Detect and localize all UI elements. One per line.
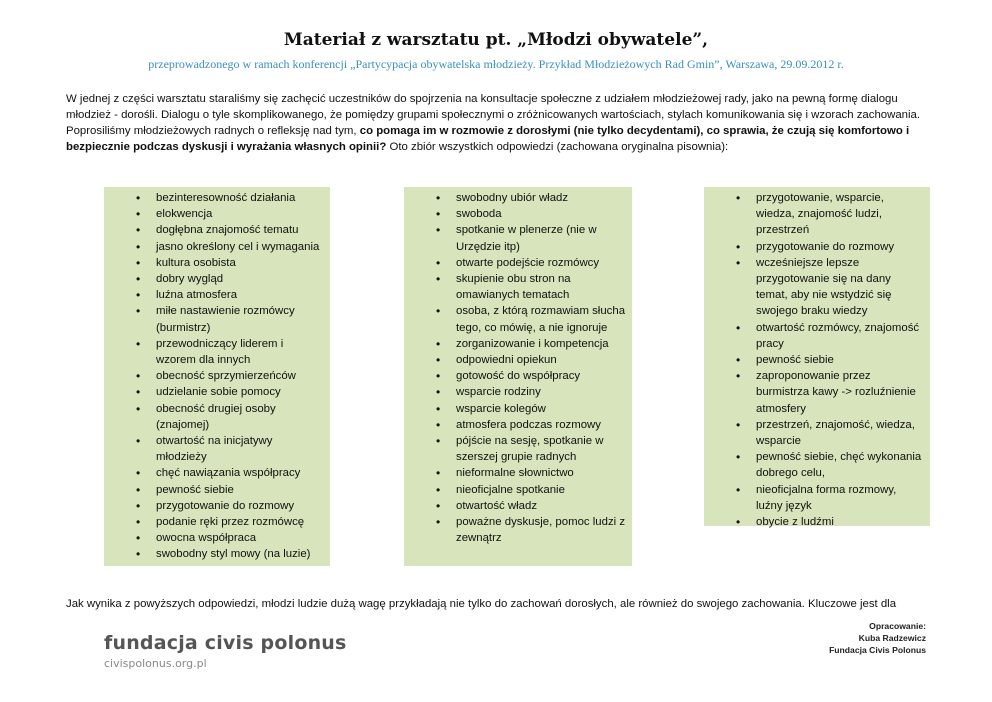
intro-paragraph: W jednej z części warsztatu staraliśmy się zachęcić uczestników do spojrzenia na konsultacje społeczne z udziałem młodzieżowej rady, jako na pewną formę dialogu młodzież - dorośli. Dialogu o tyle skomplikowanego, że pomiędzy grupami społecznymi o zróżnicowanych wartościach, stylach komunikowania się i wzorach zachowania. bbox=[66, 93, 921, 121]
list-item: • pójście na sesję, spotkanie w szerszej grupie radnych bbox=[436, 433, 626, 465]
list-item: • otwartość na inicjatywy młodzieży bbox=[136, 433, 324, 465]
list-item: • miłe nastawienie rozmówcy (burmistrz) bbox=[136, 303, 324, 335]
list-item: • odpowiedni opiekun bbox=[436, 352, 626, 368]
list-item: • nieoficjalne spotkanie bbox=[436, 482, 626, 498]
list-item: • kultura osobista bbox=[136, 255, 324, 271]
list-item: • skupienie obu stron na omawianych tematach bbox=[436, 271, 626, 303]
logo-name: fundacja civis polonus bbox=[104, 632, 347, 654]
answers-column-2 bbox=[404, 187, 632, 566]
document-title: Materiał z warsztatu pt. „Młodzi obywatele”, bbox=[283, 30, 709, 50]
list-item: • pewność siebie bbox=[136, 482, 324, 498]
intro-section bbox=[66, 91, 928, 155]
list-item: • spotkanie w plenerze (nie w Urzędzie itp) bbox=[436, 222, 626, 254]
list-item: • wcześniejsze lepsze przygotowanie się na dany temat, aby nie wstydzić się swojego braku wiedzy bbox=[736, 255, 924, 320]
answers-column-1 bbox=[104, 187, 330, 566]
list-item: • zorganizowanie i kompetencja bbox=[436, 336, 626, 352]
list-item: • pewność siebie bbox=[736, 352, 924, 368]
list-item: • przygotowanie do rozmowy bbox=[136, 498, 324, 514]
question-tail: Oto zbiór wszystkich odpowiedzi (zachowana oryginalna pisownia): bbox=[389, 141, 729, 153]
answers-column-3 bbox=[704, 187, 930, 529]
list-item: • otwartość rozmówcy, znajomość pracy bbox=[736, 320, 924, 352]
list-item: • swobodny ubiór władz bbox=[436, 190, 626, 206]
conclusion-paragraph: Jak wynika z powyższych odpowiedzi, młodzi ludzie dużą wagę przykładają nie tylko do zachowań dorosłych, ale również do swojego zachowania. Kluczowe jest dla bbox=[66, 598, 897, 610]
list-item: • przygotowanie do rozmowy bbox=[736, 239, 924, 255]
logo-url: civispolonus.org.pl bbox=[104, 657, 207, 670]
list-item: • wsparcie rodziny bbox=[436, 384, 626, 400]
question-lead: Poprosiliśmy młodzieżowych radnych o refleksję nad tym, bbox=[66, 125, 357, 137]
list-item: • przestrzeń, znajomość, wiedza, wsparcie bbox=[736, 417, 924, 449]
credits-label: Opracowanie: bbox=[869, 621, 926, 631]
list-item: • obecność sprzymierzeńców bbox=[136, 368, 324, 384]
credits-block bbox=[829, 620, 926, 656]
list-item: • bezinteresowność działania bbox=[136, 190, 324, 206]
question-paragraph bbox=[66, 123, 928, 155]
foundation-logo bbox=[104, 632, 347, 670]
document-subtitle: przeprowadzonego w ramach konferencji „Partycypacja obywatelska młodzieży. Przykład Młodzieżowych Rad Gmin”, Warszawa, 29.09.2012 r. bbox=[148, 57, 844, 71]
list-item: • elokwencja bbox=[136, 206, 324, 222]
list-item: • otwarte podejście rozmówcy bbox=[436, 255, 626, 271]
list-item: • zaproponowanie przez burmistrza kawy -> rozluźnienie atmosfery bbox=[736, 368, 924, 417]
list-item: • pewność siebie, chęć wykonania dobrego celu, bbox=[736, 449, 924, 481]
list-item: • nieformalne słownictwo bbox=[436, 465, 626, 481]
list-item: • podanie ręki przez rozmówcę bbox=[136, 514, 324, 530]
list-item: • swobodny styl mowy (na luzie) bbox=[136, 546, 324, 562]
list-item: • dobry wygląd bbox=[136, 271, 324, 287]
list-item: • przygotowanie, wsparcie, wiedza, znajomość ludzi, przestrzeń bbox=[736, 190, 924, 239]
list-item: • otwartość władz bbox=[436, 498, 626, 514]
list-item: • obycie z ludźmi bbox=[736, 514, 924, 530]
list-item: • owocna współpraca bbox=[136, 530, 324, 546]
question-bold: co pomaga im w rozmowie z dorosłymi (nie tylko decydentami), co sprawia, że czują się komfortowo i bezpiecznie podczas dyskusji i wyrażania własnych opinii? bbox=[66, 125, 910, 153]
answers-list-2 bbox=[436, 190, 626, 546]
list-item: • przewodniczący liderem i wzorem dla innych bbox=[136, 336, 324, 368]
credits-organization: Fundacja Civis Polonus bbox=[829, 645, 926, 655]
list-item: • nieoficjalna forma rozmowy, luźny język bbox=[736, 482, 924, 514]
list-item: • poważne dyskusje, pomoc ludzi z zewnątrz bbox=[436, 514, 626, 546]
credits-author: Kuba Radzewicz bbox=[858, 633, 926, 643]
list-item: • luźna atmosfera bbox=[136, 287, 324, 303]
list-item: • osoba, z którą rozmawiam słucha tego, co mówię, a nie ignoruje bbox=[436, 303, 626, 335]
answers-list-1 bbox=[136, 190, 324, 563]
list-item: • obecność drugiej osoby (znajomej) bbox=[136, 401, 324, 433]
list-item: • chęć nawiązania współpracy bbox=[136, 465, 324, 481]
list-item: • dogłębna znajomość tematu bbox=[136, 222, 324, 238]
list-item: • wsparcie kolegów bbox=[436, 401, 626, 417]
list-item: • udzielanie sobie pomocy bbox=[136, 384, 324, 400]
list-item: • jasno określony cel i wymagania bbox=[136, 239, 324, 255]
list-item: • gotowość do współpracy bbox=[436, 368, 626, 384]
list-item: • swoboda bbox=[436, 206, 626, 222]
list-item: • atmosfera podczas rozmowy bbox=[436, 417, 626, 433]
answers-list-3 bbox=[736, 190, 924, 530]
